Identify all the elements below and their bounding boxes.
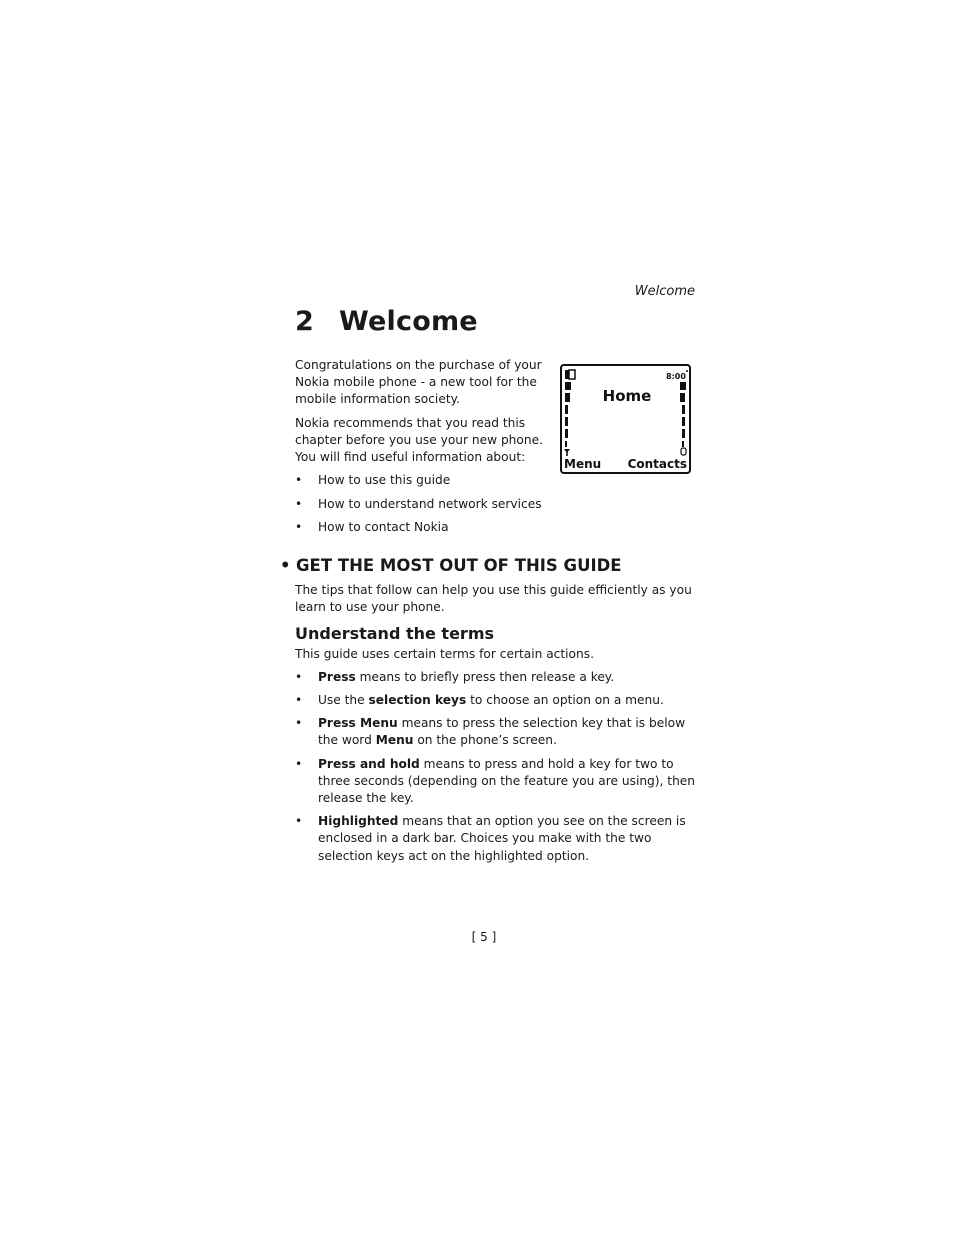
bullet-icon: • bbox=[280, 556, 291, 575]
bullet-icon: • bbox=[295, 716, 303, 731]
phone-screen-title: Home bbox=[602, 387, 652, 405]
running-head: Welcome bbox=[634, 284, 695, 299]
list-item: • Press means to briefly press then release a key. bbox=[295, 669, 695, 686]
bullet-icon: • bbox=[295, 814, 303, 829]
list-item: • Highlighted means that an option you see on the screen is enclosed in a dark bar. Choices you make with the two selection keys act on the highlighted option. bbox=[295, 814, 686, 863]
bullet-icon: • bbox=[295, 496, 303, 511]
bullet-icon: • bbox=[295, 669, 303, 684]
left-softkey-label: Menu bbox=[564, 457, 602, 471]
guide-section bbox=[295, 582, 695, 871]
list-item: • How to contact Nokia bbox=[295, 519, 547, 536]
chapter-title bbox=[295, 306, 478, 337]
right-softkey-label: Contacts bbox=[627, 457, 687, 471]
terms-intro: This guide uses certain terms for certain actions. bbox=[295, 646, 594, 661]
list-item: • How to use this guide bbox=[295, 472, 547, 489]
phone-screen-illustration bbox=[560, 364, 691, 474]
intro-bullet-list bbox=[295, 472, 547, 536]
bullet-icon: • bbox=[295, 756, 303, 771]
intro-section bbox=[295, 357, 547, 543]
subsection-heading: Understand the terms bbox=[295, 624, 495, 644]
bullet-icon: • bbox=[295, 520, 303, 535]
list-item: • How to understand network services bbox=[295, 496, 547, 513]
bullet-icon: • bbox=[295, 473, 303, 488]
section-heading: • GET THE MOST OUT OF THIS GUIDE bbox=[280, 556, 622, 575]
intro-paragraph-1: Congratulations on the purchase of your Nokia mobile phone - a new tool for the mobile information society. bbox=[295, 358, 542, 407]
list-item: • Use the selection keys to choose an option on a menu. bbox=[295, 692, 695, 709]
intro-paragraph-2: Nokia recommends that you read this chapter before you use your new phone. You will find useful information about: bbox=[295, 415, 543, 465]
list-item: • Press and hold means to press and hold a key for two to three seconds (depending on the feature you are using), then release the key. bbox=[295, 756, 696, 806]
section-paragraph: The tips that follow can help you use this guide efficiently as you learn to use your phone. bbox=[295, 583, 692, 615]
chapter-title-text: Welcome bbox=[339, 306, 478, 337]
phone-time: 8:00 bbox=[666, 372, 686, 381]
list-item: • Press Menu means to press the selection key that is below the word Menu on the phone’s screen. bbox=[295, 716, 686, 748]
bullet-icon: • bbox=[295, 693, 303, 708]
terms-list bbox=[295, 669, 695, 865]
chapter-number: 2 bbox=[295, 306, 314, 337]
page-number: [ 5 ] bbox=[471, 930, 497, 944]
